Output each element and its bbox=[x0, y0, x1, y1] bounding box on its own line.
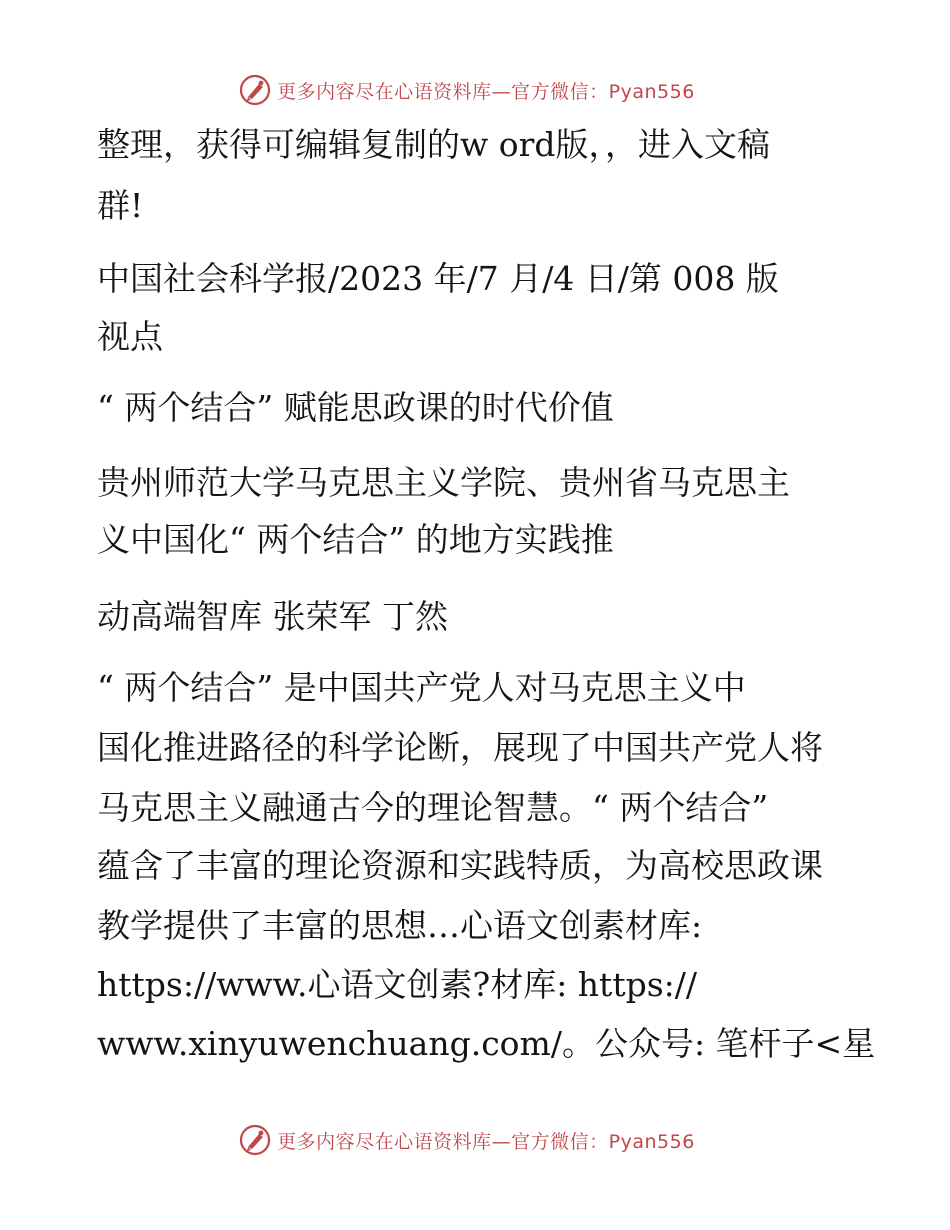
header-banner bbox=[0, 70, 950, 110]
header-banner-inner bbox=[239, 74, 695, 106]
doc-line-7: 义中国化“ 两个结合” 的地方实践推 bbox=[97, 520, 614, 559]
doc-line-4: 视点 bbox=[97, 317, 163, 356]
doc-line-11: 马克思主义融通古今的理论智慧。“ 两个结合” bbox=[97, 788, 769, 827]
doc-line-15: www.xinyuwenchuang.com/。公众号: 笔杆子<星 bbox=[97, 1024, 876, 1063]
doc-line-12: 蕴含了丰富的理论资源和实践特质，为高校思政课 bbox=[97, 846, 823, 885]
header-banner-text: 更多内容尽在心语资料库—官方微信：Pyan556 bbox=[277, 80, 695, 103]
doc-line-3: 中国社会科学报/2023 年/7 月/4 日/第 008 版 bbox=[97, 259, 779, 298]
doc-line-5: “ 两个结合” 赋能思政课的时代价值 bbox=[97, 388, 614, 427]
pen-logo-icon bbox=[239, 1124, 271, 1156]
doc-line-8: 动高端智库 张荣军 丁然 bbox=[97, 597, 448, 636]
footer-banner-inner bbox=[239, 1124, 695, 1156]
footer-banner bbox=[0, 1120, 950, 1160]
doc-line-14: https://www.心语文创素?材库: https:// bbox=[97, 965, 697, 1004]
footer-banner-text: 更多内容尽在心语资料库—官方微信：Pyan556 bbox=[277, 1130, 695, 1153]
doc-line-1: 整理，获得可编辑复制的w ord版，，进入文稿 bbox=[97, 125, 771, 164]
doc-line-9: “ 两个结合” 是中国共产党人对马克思主义中 bbox=[97, 668, 746, 707]
doc-line-6: 贵州师范大学马克思主义学院、贵州省马克思主 bbox=[97, 463, 790, 502]
pen-logo-icon bbox=[239, 74, 271, 106]
doc-line-2: 群! bbox=[97, 186, 144, 225]
doc-line-13: 教学提供了丰富的思想…心语文创素材库: bbox=[97, 906, 703, 945]
doc-line-10: 国化推进路径的科学论断，展现了中国共产党人将 bbox=[97, 728, 823, 767]
